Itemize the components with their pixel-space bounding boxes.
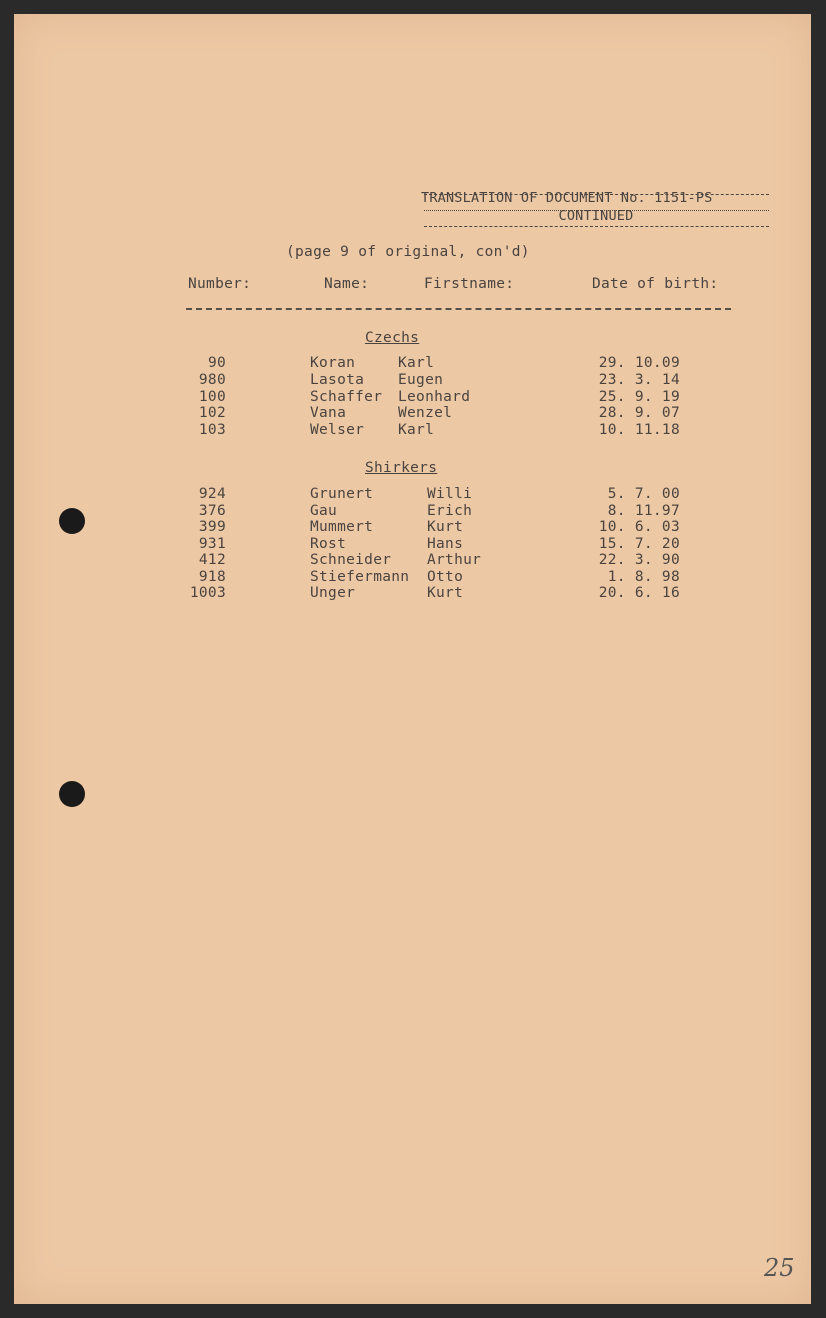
column-header-number: Number: <box>188 276 252 292</box>
row-date-of-birth: 10. 6. 03 <box>598 519 680 535</box>
row-name: Unger <box>310 585 356 601</box>
row-number: 103 <box>198 422 226 438</box>
row-name: Stiefermann <box>310 569 410 585</box>
header-title: TRANSLATION OF DOCUMENT No. 1151-PS <box>421 190 713 206</box>
row-number: 931 <box>198 536 226 552</box>
row-date-of-birth: 20. 6. 16 <box>598 585 680 601</box>
row-date-of-birth: 15. 7. 20 <box>598 536 680 552</box>
table-row <box>14 585 811 602</box>
column-header-name: Name: <box>324 276 370 292</box>
row-number: 918 <box>198 569 226 585</box>
row-firstname: Karl <box>398 422 435 438</box>
row-number: 100 <box>198 389 226 405</box>
table-row <box>14 405 811 422</box>
row-name: Schaffer <box>310 389 383 405</box>
row-date-of-birth: 22. 3. 90 <box>598 552 680 568</box>
row-firstname: Willi <box>427 486 473 502</box>
row-number: 90 <box>207 355 226 371</box>
document-header <box>421 190 771 228</box>
header-continued: CONTINUED <box>558 208 634 224</box>
row-date-of-birth: 29. 10.09 <box>598 355 680 371</box>
row-date-of-birth: 10. 11.18 <box>598 422 680 438</box>
row-number: 102 <box>198 405 226 421</box>
column-header-firstname: Firstname: <box>424 276 515 292</box>
table-row <box>14 422 811 439</box>
table-row <box>14 519 811 536</box>
row-date-of-birth: 1. 8. 98 <box>607 569 680 585</box>
row-date-of-birth: 5. 7. 00 <box>607 486 680 502</box>
row-firstname: Leonhard <box>398 389 471 405</box>
row-name: Rost <box>310 536 347 552</box>
row-name: Welser <box>310 422 365 438</box>
punch-hole-bottom <box>59 781 85 807</box>
row-date-of-birth: 25. 9. 19 <box>598 389 680 405</box>
row-firstname: Eugen <box>398 372 444 388</box>
row-name: Koran <box>310 355 356 371</box>
row-firstname: Karl <box>398 355 435 371</box>
row-number: 399 <box>198 519 226 535</box>
row-name: Lasota <box>310 372 365 388</box>
table-row <box>14 372 811 389</box>
row-firstname: Otto <box>427 569 464 585</box>
table-row <box>14 355 811 372</box>
row-firstname: Kurt <box>427 519 464 535</box>
row-date-of-birth: 28. 9. 07 <box>598 405 680 421</box>
row-firstname: Arthur <box>427 552 482 568</box>
row-name: Gau <box>310 503 338 519</box>
table-row <box>14 536 811 553</box>
row-number: 980 <box>198 372 226 388</box>
table-row <box>14 552 811 569</box>
row-number: 924 <box>198 486 226 502</box>
section-title-czechs: Czechs <box>365 330 420 346</box>
row-name: Mummert <box>310 519 374 535</box>
table-row <box>14 389 811 406</box>
row-firstname: Kurt <box>427 585 464 601</box>
page-note: (page 9 of original, con'd) <box>286 244 530 260</box>
table-row <box>14 486 811 503</box>
document-page <box>14 14 811 1304</box>
row-number: 1003 <box>189 585 226 601</box>
row-name: Schneider <box>310 552 392 568</box>
row-name: Vana <box>310 405 347 421</box>
row-number: 412 <box>198 552 226 568</box>
row-date-of-birth: 23. 3. 14 <box>598 372 680 388</box>
row-firstname: Wenzel <box>398 405 453 421</box>
row-firstname: Erich <box>427 503 473 519</box>
column-header-rule <box>186 308 731 310</box>
row-firstname: Hans <box>427 536 464 552</box>
column-header-date-of-birth: Date of birth: <box>592 276 719 292</box>
handwritten-page-number: 25 <box>764 1254 795 1282</box>
table-row <box>14 503 811 520</box>
row-name: Grunert <box>310 486 374 502</box>
row-date-of-birth: 8. 11.97 <box>607 503 680 519</box>
row-number: 376 <box>198 503 226 519</box>
table-row <box>14 569 811 586</box>
section-title-shirkers: Shirkers <box>365 460 438 476</box>
